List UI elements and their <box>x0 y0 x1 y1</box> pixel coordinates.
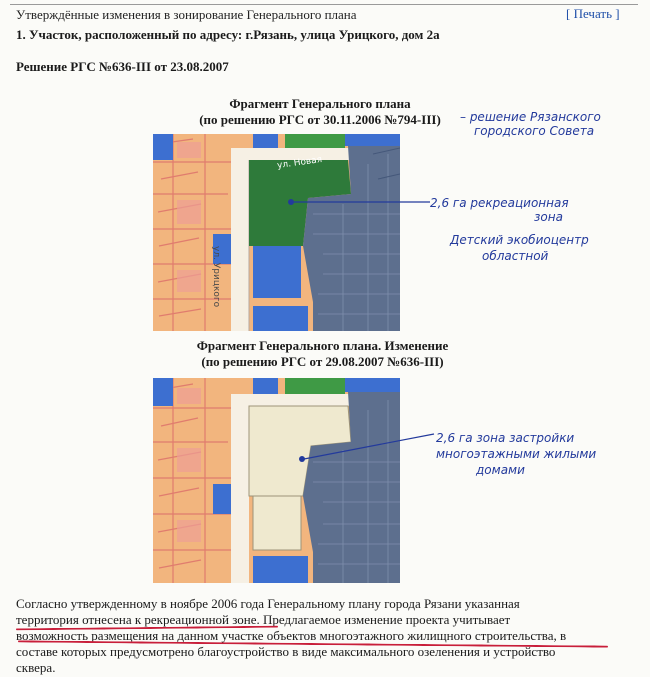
note-decision-line1: – решение Рязанского <box>460 110 601 124</box>
street-label-uritskogo: ул. Урицкого <box>211 246 221 308</box>
plan-fragment-changed-map <box>153 378 400 583</box>
page-title: Утверждённые изменения в зонирование Генерального плана <box>16 7 357 22</box>
note-zone-line2: зона <box>534 210 563 224</box>
note-zone-line1: 2,6 га рекреационная <box>430 196 569 210</box>
note-new-zone <box>436 430 596 478</box>
note-center-line2: областной <box>482 249 549 263</box>
explanation-line-5: сквера. <box>16 660 56 675</box>
note-decision <box>460 110 601 138</box>
explanation-line-2: территория отнесена к рекреационной зоне. Предлагаемое изменение проекта учитывает <box>16 612 511 627</box>
fragment1-title-line2: (по решению РГС от 30.11.2006 №794-III) <box>199 112 441 127</box>
decision-title: Решение РГС №636-III от 23.08.2007 <box>16 59 229 74</box>
fragment1-title-line1: Фрагмент Генерального плана <box>229 96 411 111</box>
print-link[interactable]: [ Печать ] <box>566 6 620 21</box>
explanation-line-1: Согласно утвержденному в ноябре 2006 года Генеральному плану города Рязани указанная <box>16 596 520 611</box>
street-label-novaya: ул. Новая <box>276 154 323 172</box>
fragment1-title <box>180 96 460 128</box>
note-recreation-zone <box>430 196 569 224</box>
note-ecobiocenter <box>450 232 589 264</box>
fragment2-title-line2: (по решению РГС от 29.08.2007 №636-III) <box>201 354 444 369</box>
note-new-zone-line2: многоэтажными жилыми <box>436 447 597 461</box>
explanation-paragraph <box>16 596 640 676</box>
fragment2-title-line1: Фрагмент Генерального плана. Изменение <box>196 338 449 353</box>
note-arrow-1 <box>286 196 434 208</box>
note-center-line1: Детский экобиоцентр <box>450 233 589 247</box>
note-new-zone-line3: домами <box>476 463 525 477</box>
section-heading: 1. Участок, расположенный по адресу: г.Рязань, улица Урицкого, дом 2а <box>16 27 440 42</box>
fragment2-title <box>175 338 470 370</box>
note-arrow-2 <box>296 430 438 464</box>
note-decision-line2: городского Совета <box>474 124 595 138</box>
explanation-line-3: возможность размещения на данном участке объектов многоэтажного жилищного строительства, в <box>16 628 567 643</box>
explanation-line-4: составе которых предусмотрено благоустройство в виде максимального озеленения и устройство <box>16 644 556 659</box>
note-new-zone-line1: 2,6 га зона застройки <box>436 431 575 445</box>
plan-fragment-original-map <box>153 134 400 331</box>
